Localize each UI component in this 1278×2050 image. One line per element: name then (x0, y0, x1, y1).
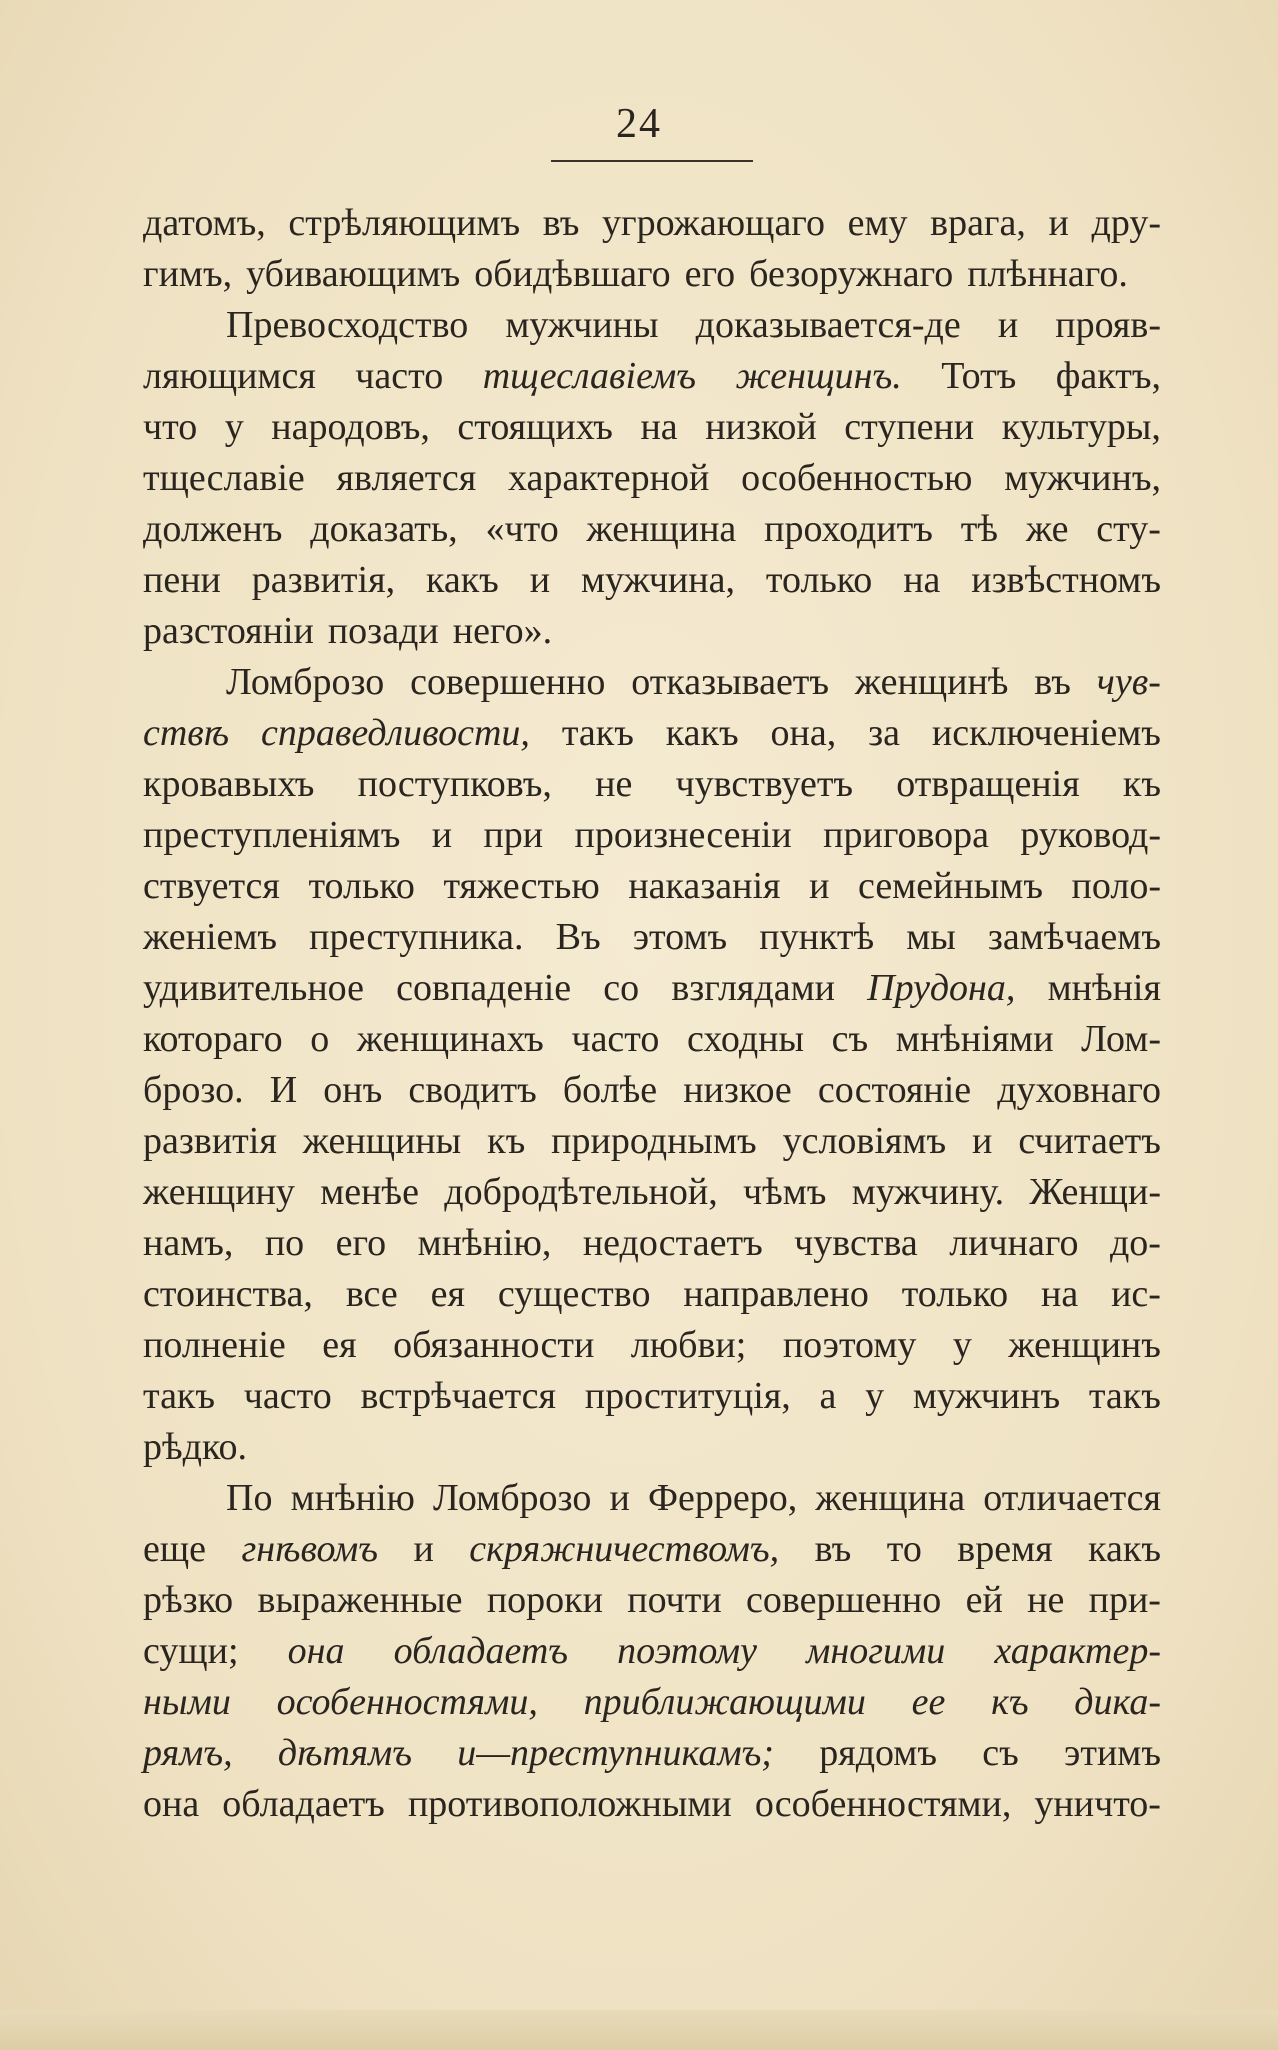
word: по (264, 1222, 305, 1264)
word: ей (965, 1579, 1003, 1621)
word: пороки (486, 1579, 603, 1621)
word: культуры, (1001, 406, 1161, 448)
word: замѣчаемъ (987, 916, 1161, 958)
word: низкой (705, 406, 817, 448)
word: намъ, (143, 1222, 234, 1264)
word: почти (627, 1579, 722, 1621)
text-line (143, 1473, 1161, 1524)
word: сводитъ (408, 1069, 537, 1111)
text-line (143, 1218, 1161, 1269)
word: на (640, 406, 678, 448)
word: считаетъ (1018, 1120, 1161, 1162)
word: и (972, 1120, 993, 1162)
word: мужчина, (580, 559, 735, 601)
text-line (143, 555, 1161, 606)
word: на (1041, 1273, 1079, 1315)
word: и (529, 559, 551, 601)
word: противоположными (407, 1783, 732, 1825)
text-line (143, 351, 1161, 402)
word: убивающимъ (246, 253, 461, 295)
italic-word: ее (911, 1681, 946, 1723)
text-line (143, 657, 1161, 708)
word: она, (770, 712, 837, 754)
word: тщеславіе (143, 457, 305, 499)
word: сходны (687, 1018, 805, 1060)
word: при- (1088, 1579, 1161, 1621)
word: тѣ (960, 508, 998, 550)
word: этимъ (1064, 1732, 1161, 1774)
word: является (336, 457, 477, 499)
word: со (603, 967, 640, 1009)
word: Ферреро, (647, 1477, 798, 1519)
word: мужчинъ (912, 1375, 1061, 1417)
text-line (143, 708, 1161, 759)
word: его (335, 1222, 387, 1264)
word: руковод- (1020, 814, 1161, 856)
word: какъ (665, 712, 739, 754)
word: женщинѣ (854, 661, 1009, 703)
text-line (143, 1677, 1161, 1728)
word: мужчины (505, 304, 659, 346)
word: низкое (683, 1069, 792, 1111)
word: фактъ, (1055, 355, 1161, 397)
italic-word: ными (143, 1681, 231, 1723)
word: въ (542, 202, 580, 244)
text-line (143, 402, 1161, 453)
word: женщина (815, 1477, 966, 1519)
word: какъ (425, 559, 499, 601)
word: этомъ (632, 916, 728, 958)
word: только (308, 865, 415, 907)
text-line (143, 759, 1161, 810)
text-line (143, 198, 1161, 249)
italic-word: обладаетъ (393, 1630, 569, 1672)
word: датомъ, (143, 202, 266, 244)
word: Лом- (1081, 1018, 1161, 1060)
word: ствуется (143, 865, 280, 907)
word: особенностями, (754, 1783, 1012, 1825)
word: ляющимся (143, 355, 316, 397)
word: полненіе (143, 1324, 286, 1366)
word: мнѣнію (290, 1477, 415, 1519)
word: и (997, 304, 1019, 346)
text-line (143, 453, 1161, 504)
word: часто (243, 1375, 332, 1417)
word: стоящихъ (457, 406, 613, 448)
word: преступленіямъ (143, 814, 401, 856)
word: Ломброзо (226, 661, 385, 703)
word: отличается (983, 1477, 1161, 1519)
word: только (765, 559, 873, 601)
word: ея (430, 1273, 465, 1315)
word: женщинъ (1008, 1324, 1161, 1366)
word: его (684, 253, 736, 295)
word: него». (452, 610, 553, 652)
word: кровавыхъ (143, 763, 315, 805)
word: безоружнаго (749, 253, 954, 295)
word: обладаетъ (222, 1783, 385, 1825)
header-rule (551, 160, 753, 162)
word: въ (814, 1528, 852, 1570)
italic-word: особенностями, (276, 1681, 538, 1723)
word: то (886, 1528, 922, 1570)
word: характерной (507, 457, 710, 499)
word: удивительное (143, 967, 364, 1009)
word: онъ (323, 1069, 383, 1111)
italic-word: и—преступникамъ; (457, 1732, 774, 1774)
word: личнаго (949, 1222, 1079, 1264)
word: брозо. (143, 1069, 244, 1111)
word: о (310, 1018, 330, 1060)
word: условіямъ (782, 1120, 947, 1162)
word: котораго (143, 1018, 283, 1060)
word: только (901, 1273, 1009, 1315)
word: произнесеніи (574, 814, 792, 856)
text-line (143, 861, 1161, 912)
text-line (143, 1371, 1161, 1422)
word: еще (143, 1528, 206, 1570)
word: Превосходство (226, 304, 469, 346)
word: рѣдко. (143, 1426, 247, 1468)
word: извѣстномъ (971, 559, 1161, 601)
word: мнѣнія (1047, 967, 1161, 1009)
italic-word: дѣтямъ (277, 1732, 413, 1774)
word: доказывается-де (695, 304, 961, 346)
word: развитія, (251, 559, 396, 601)
word: не (595, 763, 633, 805)
text-line (143, 300, 1161, 351)
word: пунктѣ (759, 916, 875, 958)
word: состояніе (817, 1069, 972, 1111)
word: къ (487, 1120, 526, 1162)
text-line (143, 1422, 1161, 1473)
word: стрѣляющимъ (288, 202, 521, 244)
word: за (868, 712, 901, 754)
word: По (226, 1477, 273, 1519)
text-line (143, 1524, 1161, 1575)
word: чувства (794, 1222, 918, 1264)
word: угрожающаго (602, 202, 825, 244)
word: на (903, 559, 941, 601)
text-line (143, 1728, 1161, 1779)
word: до- (1109, 1222, 1161, 1264)
word: женщинахъ (356, 1018, 544, 1060)
word: отказываетъ (631, 661, 830, 703)
word: сту- (1096, 508, 1161, 550)
italic-word: многими (806, 1630, 946, 1672)
word: болѣе (562, 1069, 658, 1111)
word: такъ (143, 1375, 216, 1417)
word: доказать, (310, 508, 458, 550)
body-text (143, 198, 1161, 1830)
text-line (143, 1779, 1161, 1830)
italic-word: она (287, 1630, 345, 1672)
word: природнымъ (551, 1120, 757, 1162)
word: тяжестью (443, 865, 600, 907)
word: въ (1034, 661, 1071, 703)
word: чувствуетъ (675, 763, 854, 805)
text-line (143, 1269, 1161, 1320)
word: развитія (143, 1120, 277, 1162)
word: такъ (561, 712, 634, 754)
word: время (957, 1528, 1053, 1570)
word: часто (355, 355, 444, 397)
italic-word: тщеславіемъ (482, 355, 696, 397)
word: и (609, 1477, 630, 1519)
text-line (143, 1167, 1161, 1218)
text-line (143, 963, 1161, 1014)
italic-word: женщинъ. (735, 355, 902, 397)
word: все (345, 1273, 398, 1315)
word: Ломброзо (433, 1477, 592, 1519)
word: наказанія (628, 865, 781, 907)
word: совершенно (410, 661, 606, 703)
word: менѣе (320, 1171, 419, 1213)
word: исключеніемъ (931, 712, 1161, 754)
word: же (1025, 508, 1069, 550)
word: позади (327, 610, 439, 652)
text-line (143, 504, 1161, 555)
word: къ (1122, 763, 1161, 805)
word: Женщи- (1029, 1171, 1161, 1213)
word: существо (497, 1273, 651, 1315)
word: мнѣнію, (417, 1222, 552, 1264)
word: ему (847, 202, 908, 244)
text-line (143, 1065, 1161, 1116)
word: она (143, 1783, 200, 1825)
word: особенностью (741, 457, 973, 499)
word: такъ (1088, 1375, 1161, 1417)
word: направлено (683, 1273, 869, 1315)
word: ступени (844, 406, 975, 448)
word: женіемъ (143, 916, 278, 958)
word: женщину (143, 1171, 295, 1213)
italic-word: характер- (994, 1630, 1161, 1672)
word: проституція, (584, 1375, 791, 1417)
word: уничто- (1034, 1783, 1161, 1825)
word: какъ (1088, 1528, 1161, 1570)
word: и (413, 1528, 434, 1570)
word: преступника. (309, 916, 524, 958)
word: мужчину. (851, 1171, 1005, 1213)
italic-word: скряжничествомъ, (469, 1528, 780, 1570)
word: женщины (302, 1120, 462, 1162)
page-bottom-edge (0, 2010, 1278, 2050)
word: Тотъ (941, 355, 1017, 397)
word: поступковъ, (357, 763, 552, 805)
text-line (143, 1626, 1161, 1677)
word: у (865, 1375, 885, 1417)
italic-word: справедливости, (261, 712, 530, 754)
italic-word: къ (991, 1681, 1029, 1723)
word: выраженные (257, 1579, 463, 1621)
word: И (269, 1069, 298, 1111)
word: поэтому (782, 1324, 917, 1366)
word: и (431, 814, 453, 856)
word: и (1048, 202, 1069, 244)
word: ис- (1111, 1273, 1161, 1315)
word: стоинства, (143, 1273, 313, 1315)
text-line (143, 1575, 1161, 1626)
word: врага, (930, 202, 1026, 244)
word: обязанности (393, 1324, 595, 1366)
word: духовнаго (997, 1069, 1161, 1111)
italic-word: приближающими (583, 1681, 866, 1723)
italic-word: Прудона, (867, 967, 1016, 1009)
word: недостаетъ (582, 1222, 763, 1264)
word: рядомъ (819, 1732, 938, 1774)
word: при (483, 814, 544, 856)
word: народовъ, (271, 406, 430, 448)
word: а (819, 1375, 837, 1417)
italic-word: гнѣвомъ (241, 1528, 379, 1570)
word: отвращенія (896, 763, 1080, 805)
word: мнѣніями (895, 1018, 1054, 1060)
word: долженъ (143, 508, 283, 550)
word: что (143, 406, 198, 448)
word: прояв- (1055, 304, 1161, 346)
italic-word: поэтому (617, 1630, 757, 1672)
word: чѣмъ (743, 1171, 827, 1213)
word: встрѣчается (360, 1375, 557, 1417)
word: съ (982, 1732, 1019, 1774)
word: любви; (630, 1324, 747, 1366)
italic-word: ствѣ (143, 712, 230, 754)
word: у (224, 406, 244, 448)
text-line (143, 249, 1161, 300)
word: дру- (1091, 202, 1161, 244)
word: совпаденіе (396, 967, 572, 1009)
word: часто (571, 1018, 660, 1060)
text-line (143, 912, 1161, 963)
text-line (143, 606, 1161, 657)
text-line (143, 810, 1161, 861)
word: приговора (823, 814, 990, 856)
italic-word: дика- (1074, 1681, 1161, 1723)
word: ея (322, 1324, 357, 1366)
text-line (143, 1014, 1161, 1065)
word: взглядами (671, 967, 835, 1009)
text-line (143, 1320, 1161, 1371)
word: съ (831, 1018, 869, 1060)
word: у (952, 1324, 972, 1366)
page-number: 24 (616, 101, 662, 147)
word: гимъ, (143, 253, 233, 295)
word: поло- (1071, 865, 1161, 907)
word: разстояніи (143, 610, 314, 652)
word: не (1027, 1579, 1065, 1621)
word: и (809, 865, 830, 907)
word: мужчинъ, (1004, 457, 1161, 499)
italic-word: рямъ, (143, 1732, 233, 1774)
word: совершенно (746, 1579, 942, 1621)
word: мы (906, 916, 956, 958)
word: женщина (586, 508, 737, 550)
word: обидѣвшаго (474, 253, 671, 295)
word: сущи; (143, 1630, 239, 1672)
word: Въ (555, 916, 601, 958)
text-line (143, 1116, 1161, 1167)
word: проходитъ (764, 508, 933, 550)
word: пени (143, 559, 221, 601)
word: семейнымъ (857, 865, 1043, 907)
word: «что (485, 508, 559, 550)
italic-word: чув- (1096, 661, 1161, 703)
word: плѣннаго. (967, 253, 1128, 295)
word: рѣзко (143, 1579, 234, 1621)
word: добродѣтельной, (444, 1171, 718, 1213)
